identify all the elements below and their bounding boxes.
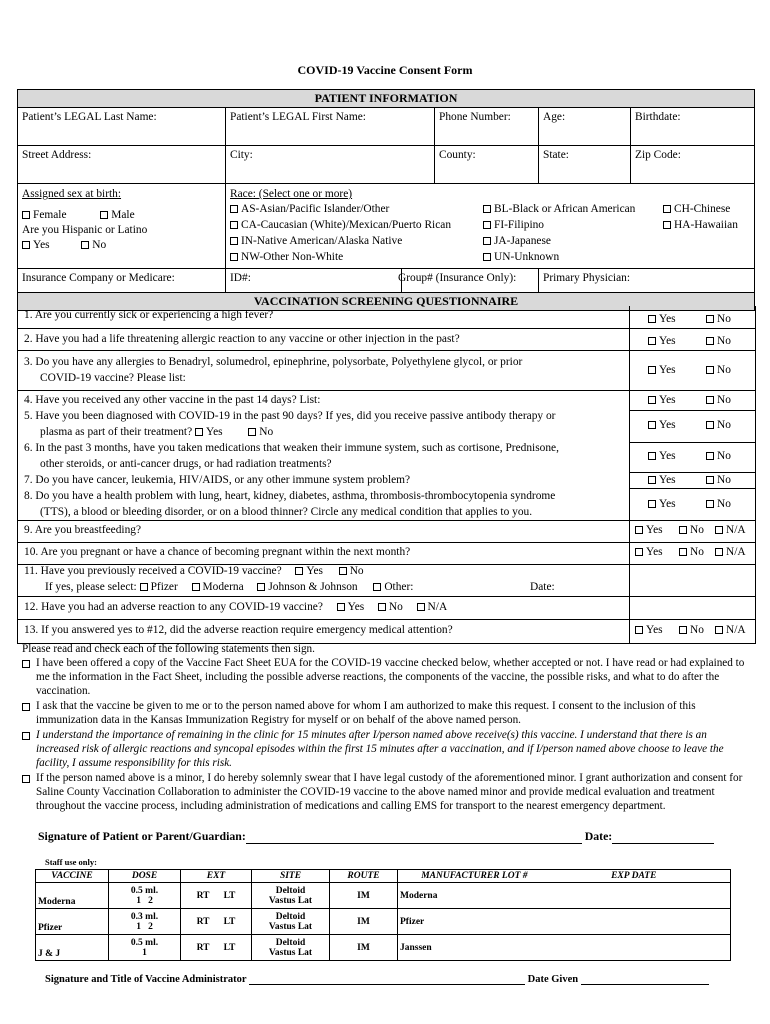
q4-yes-checkbox[interactable]	[648, 396, 656, 404]
q6-yes-label: Yes	[659, 450, 676, 462]
county-label: County:	[439, 149, 476, 161]
q11-jj-checkbox[interactable]	[257, 583, 265, 591]
q11-no-checkbox[interactable]	[339, 567, 347, 575]
question-10: 10. Are you pregnant or have a chance of becoming pregnant within the next month?	[24, 546, 411, 558]
q4-no-label: No	[717, 394, 731, 406]
q3-yes-checkbox[interactable]	[648, 366, 656, 374]
q1-no-checkbox[interactable]	[706, 315, 714, 323]
dose-jj-amount: 0.5 ml.	[130, 937, 159, 948]
race-ch-label: CH-Chinese	[674, 203, 731, 215]
q10-yes-label: Yes	[646, 546, 663, 558]
q12-yes-checkbox[interactable]	[337, 603, 345, 611]
site-jj-vastus: Vastus Lat	[268, 947, 313, 958]
q13-no-checkbox[interactable]	[679, 626, 687, 634]
male-label: Male	[111, 209, 135, 221]
insurance-label: Insurance Company or Medicare:	[22, 272, 175, 284]
q4-yes-label: Yes	[659, 394, 676, 406]
q8-yes-checkbox[interactable]	[648, 500, 656, 508]
insurance-field[interactable]	[18, 269, 226, 293]
staff-row-pfizer	[36, 909, 731, 935]
q11-yes-label: Yes	[306, 565, 323, 577]
site-pfizer[interactable]	[252, 909, 330, 935]
q10-na-label: N/A	[726, 546, 746, 558]
question-11-text: 11. Have you previously received a COVID-19 vaccine?	[24, 565, 282, 577]
statement-1-text: I have been offered a copy of the Vaccine Fact Sheet EUA for the COVID-19 vaccine checked below, whether accepted or not. I have read or had explained to me the information in the Fact Sheet, including the possible adverse reactions, the components of the vaccine, the possible risks, and what to do after the vaccination.	[36, 657, 745, 697]
q5-no-label: No	[717, 419, 731, 431]
statement-4-text: If the person named above is a minor, I do hereby solemnly swear that I have legal custody of the aforementioned minor. I grant authorization and consent for Saline County Vaccination Collaboration to administer the COVID-19 vaccine to the above named minor and provide medical evaluation and treatment throughout the vaccine process, including administration of medications and calling EMS for transport to the nearest emergency department.	[36, 772, 743, 812]
site-moderna-deltoid: Deltoid	[275, 885, 306, 896]
site-pfizer-deltoid: Deltoid	[275, 911, 306, 922]
question-3-cont: COVID-19 vaccine? Please list:	[40, 372, 186, 384]
header-dose: DOSE	[109, 870, 181, 883]
id-label: ID#:	[230, 272, 251, 284]
q7-no-label: No	[717, 474, 731, 486]
q11-moderna-checkbox[interactable]	[192, 583, 200, 591]
question-8-cont: (TTS), a blood or bleeding disorder, or on a blood thinner? Circle any medical condition that applies to you.	[40, 506, 533, 518]
q5-yes-checkbox[interactable]	[648, 421, 656, 429]
route-moderna: IM	[330, 883, 398, 909]
q3-yes-label: Yes	[659, 364, 676, 376]
q1-yes-checkbox[interactable]	[648, 315, 656, 323]
statement-2-text: I ask that the vaccine be given to me or to the person named above for whom I am authorized to make this request. I consent to the inclusion of this immunization data in the Kansas Immunization Registry for myself or on behalf of the above named person.	[36, 700, 696, 726]
dose-moderna-number: 1 2	[136, 895, 153, 906]
statement-1-checkbox[interactable]	[22, 660, 30, 668]
q4-no-checkbox[interactable]	[706, 396, 714, 404]
race-in-label: IN-Native American/Alaska Native	[241, 235, 403, 247]
q12-no-checkbox[interactable]	[378, 603, 386, 611]
question-1: 1. Are you currently sick or experiencing a high fever?	[24, 309, 274, 321]
race-bl-label: BL-Black or African American	[494, 203, 636, 215]
q5-plasma-no-checkbox[interactable]	[248, 428, 256, 436]
patient-signature-field[interactable]	[246, 843, 582, 844]
question-5-cont-text: plasma as part of their treatment?	[40, 426, 193, 438]
header-site: SITE	[252, 870, 330, 883]
q3-no-label: No	[717, 364, 731, 376]
q10-no-label: No	[690, 546, 704, 558]
q2-no-checkbox[interactable]	[706, 337, 714, 345]
group-label: Group# (Insurance Only):	[398, 272, 517, 284]
q5-plasma-yes-label: Yes	[206, 426, 223, 438]
race-nw-label: NW-Other Non-White	[241, 251, 344, 263]
q11-jj-label: Johnson & Johnson	[268, 581, 358, 593]
patient-info-header: PATIENT INFORMATION	[18, 90, 755, 108]
q1-no-label: No	[717, 313, 731, 325]
q13-na-checkbox[interactable]	[715, 626, 723, 634]
dose-moderna	[109, 883, 181, 909]
race-un-checkbox[interactable]	[483, 253, 491, 261]
question-11-select	[45, 581, 413, 593]
q7-no-checkbox[interactable]	[706, 476, 714, 484]
site-moderna-vastus: Vastus Lat	[268, 895, 313, 906]
site-pfizer-vastus: Vastus Lat	[268, 921, 313, 932]
manufacturer-pfizer: Pfizer	[398, 909, 538, 935]
q8-yes-label: Yes	[659, 498, 676, 510]
exp-pfizer[interactable]	[538, 909, 731, 935]
ext-pfizer[interactable]: RT LT	[181, 909, 252, 935]
q11-other-checkbox[interactable]	[373, 583, 381, 591]
first-name-label: Patient’s LEGAL First Name:	[230, 111, 366, 123]
q13-yes-checkbox[interactable]	[635, 626, 643, 634]
question-8: 8. Do you have a health problem with lung, heart, kidney, diabetes, asthma, thrombosis-thrombocytopenia syndrome	[24, 490, 556, 502]
admin-signature-label: Signature and Title of Vaccine Administrator	[45, 974, 247, 985]
q10-no-checkbox[interactable]	[679, 548, 687, 556]
q9-na-label: N/A	[726, 524, 746, 536]
q7-yes-checkbox[interactable]	[648, 476, 656, 484]
q9-no-checkbox[interactable]	[679, 526, 687, 534]
statement-3-checkbox[interactable]	[22, 732, 30, 740]
race-fi-checkbox[interactable]	[483, 221, 491, 229]
header-route: ROUTE	[330, 870, 398, 883]
race-ca-label: CA-Caucasian (White)/Mexican/Puerto Rican	[241, 219, 452, 231]
race-nw-checkbox[interactable]	[230, 253, 238, 261]
sex-label: Assigned sex at birth:	[22, 188, 122, 200]
statement-1	[22, 657, 752, 698]
q13-no-label: No	[690, 624, 704, 636]
phone-field[interactable]	[435, 108, 539, 146]
race-ja-checkbox[interactable]	[483, 237, 491, 245]
question-3: 3. Do you have any allergies to Benadryl, solumedrol, epinephrine, polysorbate, Polyethylene glycol, or prior	[24, 356, 523, 368]
vaccine-jj: J & J	[36, 935, 109, 961]
header-vaccine: VACCINE	[36, 870, 109, 883]
physician-label: Primary Physician:	[543, 272, 631, 284]
screening-section	[17, 306, 756, 644]
q11-other-label: Other:	[384, 581, 414, 593]
header-manufacturer-lot: MANUFACTURER LOT #	[398, 870, 538, 883]
route-pfizer: IM	[330, 909, 398, 935]
state-field[interactable]	[539, 146, 631, 184]
form-title: COVID-19 Vaccine Consent Form	[297, 63, 473, 77]
staff-row-moderna	[36, 883, 731, 909]
hispanic-label: Are you Hispanic or Latino	[22, 224, 148, 236]
question-2: 2. Have you had a life threatening allergic reaction to any vaccine or other injection in the past?	[24, 333, 460, 345]
q6-no-label: No	[717, 450, 731, 462]
question-13: 13. If you answered yes to #12, did the adverse reaction require emergency medical attention?	[24, 624, 453, 636]
race-ha-checkbox[interactable]	[663, 221, 671, 229]
q2-yes-checkbox[interactable]	[648, 337, 656, 345]
date-given-field[interactable]	[581, 984, 709, 985]
question-7: 7. Do you have cancer, leukemia, HIV/AIDS, or any other immune system problem?	[24, 474, 411, 486]
female-label: Female	[33, 209, 67, 221]
county-field[interactable]	[435, 146, 539, 184]
city-field[interactable]	[226, 146, 435, 184]
q9-yes-label: Yes	[646, 524, 663, 536]
vaccine-moderna: Moderna	[36, 883, 109, 909]
staff-table	[35, 869, 731, 961]
q9-na-checkbox[interactable]	[715, 526, 723, 534]
q11-pfizer-label: Pfizer	[150, 581, 178, 593]
dose-pfizer-amount: 0.3 ml.	[130, 911, 159, 922]
question-5-cont	[40, 426, 273, 438]
q5-no-checkbox[interactable]	[706, 421, 714, 429]
race-ch-checkbox[interactable]	[663, 205, 671, 213]
q5-yes-label: Yes	[659, 419, 676, 431]
route-jj: IM	[330, 935, 398, 961]
manufacturer-moderna: Moderna	[398, 883, 538, 909]
statement-4	[22, 772, 752, 813]
question-11	[24, 565, 364, 577]
q8-no-checkbox[interactable]	[706, 500, 714, 508]
statements-intro: Please read and check each of the following statements then sign.	[22, 643, 315, 655]
question-5: 5. Have you been diagnosed with COVID-19 in the past 90 days? If yes, did you receive passive antibody therapy or	[24, 410, 556, 422]
q9-yes-checkbox[interactable]	[635, 526, 643, 534]
race-fi-label: FI-Filipino	[494, 219, 545, 231]
q11-no-label: No	[349, 565, 364, 577]
race-label: Race: (Select one or more)	[230, 188, 353, 200]
state-label: State:	[543, 149, 569, 161]
male-checkbox[interactable]	[100, 211, 108, 219]
q12-yes-label: Yes	[347, 601, 365, 613]
question-6: 6. In the past 3 months, have you taken medications that weaken their immune system, such as cortisone, Prednisone,	[24, 442, 559, 454]
dose-moderna-amount: 0.5 ml.	[130, 885, 159, 896]
ext-jj[interactable]: RT LT	[181, 935, 252, 961]
ext-moderna[interactable]: RT LT	[181, 883, 252, 909]
q11-moderna-label: Moderna	[202, 581, 244, 593]
dose-jj-number: 1	[142, 947, 147, 958]
q9-no-label: No	[690, 524, 704, 536]
q11-select-label: If yes, please select:	[45, 581, 137, 593]
question-9: 9. Are you breastfeeding?	[24, 524, 142, 536]
q7-yes-label: Yes	[659, 474, 676, 486]
exp-moderna[interactable]	[538, 883, 731, 909]
q3-no-checkbox[interactable]	[706, 366, 714, 374]
q5-plasma-yes-checkbox[interactable]	[195, 428, 203, 436]
hispanic-no-label: No	[92, 239, 107, 251]
physician-field[interactable]	[539, 269, 755, 293]
question-6-cont: other steroids, or anti-cancer drugs, or had radiation treatments?	[40, 458, 332, 470]
patient-form-table	[17, 89, 755, 311]
street-field[interactable]	[18, 146, 226, 184]
statement-4-checkbox[interactable]	[22, 775, 30, 783]
q12-no-label: No	[388, 601, 403, 613]
id-field[interactable]	[226, 269, 402, 293]
q10-na-checkbox[interactable]	[715, 548, 723, 556]
q8-no-label: No	[717, 498, 731, 510]
q13-na-label: N/A	[726, 624, 746, 636]
zip-field[interactable]	[631, 146, 755, 184]
question-12	[24, 601, 447, 613]
q6-no-checkbox[interactable]	[706, 452, 714, 460]
age-label: Age:	[543, 111, 566, 123]
q10-yes-checkbox[interactable]	[635, 548, 643, 556]
staff-use-label: Staff use only:	[45, 857, 97, 867]
screening-header: VACCINATION SCREENING QUESTIONNAIRE	[18, 293, 755, 311]
question-4: 4. Have you received any other vaccine in the past 14 days? List:	[24, 394, 321, 406]
last-name-label: Patient’s LEGAL Last Name:	[22, 111, 157, 123]
site-jj-deltoid: Deltoid	[275, 937, 306, 948]
race-ca-checkbox[interactable]	[230, 221, 238, 229]
statement-2	[22, 700, 752, 728]
q13-yes-label: Yes	[646, 624, 663, 636]
patient-signature-line	[38, 829, 714, 844]
zip-label: Zip Code:	[635, 149, 681, 161]
female-checkbox[interactable]	[22, 211, 30, 219]
first-name-field[interactable]	[226, 108, 435, 146]
hispanic-yes-label: Yes	[33, 239, 50, 251]
birthdate-label: Birthdate:	[635, 111, 681, 123]
last-name-field[interactable]	[18, 108, 226, 146]
admin-signature-line	[45, 974, 709, 985]
q11-date-label: Date:	[530, 581, 555, 593]
q5-plasma-no-label: No	[259, 426, 274, 438]
city-label: City:	[230, 149, 253, 161]
race-bl-checkbox[interactable]	[483, 205, 491, 213]
dose-jj	[109, 935, 181, 961]
race-as-checkbox[interactable]	[230, 205, 238, 213]
dose-pfizer	[109, 909, 181, 935]
race-as-label: AS-Asian/Pacific Islander/Other	[241, 203, 390, 215]
street-label: Street Address:	[22, 149, 92, 161]
q2-yes-label: Yes	[659, 335, 676, 347]
q1-yes-label: Yes	[659, 313, 676, 325]
q12-na-checkbox[interactable]	[417, 603, 425, 611]
manufacturer-jj: Janssen	[398, 935, 538, 961]
staff-row-jj	[36, 935, 731, 961]
q11-yes-checkbox[interactable]	[295, 567, 303, 575]
age-field[interactable]	[539, 108, 631, 146]
statement-3-text: I understand the importance of remaining in the clinic for 15 minutes after I/person named above receive(s) this vaccine. I understand that there is an increased risk of allergic reactions and syncopal episodes within the first 15 minutes after a vaccination, and if I/person named above choose to leave the facility, I assume responsibility for this risk.	[36, 729, 724, 769]
race-in-checkbox[interactable]	[230, 237, 238, 245]
q2-no-label: No	[717, 335, 731, 347]
dose-pfizer-number: 1 2	[136, 921, 153, 932]
race-un-label: UN-Unknown	[494, 251, 560, 263]
race-ha-label: HA-Hawaiian	[674, 219, 738, 231]
header-ext: EXT	[181, 870, 252, 883]
exp-jj[interactable]	[538, 935, 731, 961]
hispanic-no-checkbox[interactable]	[81, 241, 89, 249]
q11-pfizer-checkbox[interactable]	[140, 583, 148, 591]
q12-na-label: N/A	[427, 601, 448, 613]
vaccine-pfizer: Pfizer	[36, 909, 109, 935]
site-jj[interactable]	[252, 935, 330, 961]
signature-date-label: Date:	[584, 829, 613, 843]
site-moderna[interactable]	[252, 883, 330, 909]
admin-signature-field[interactable]	[249, 984, 525, 985]
statement-3	[22, 729, 752, 770]
signature-date-field[interactable]	[612, 843, 714, 844]
phone-label: Phone Number:	[439, 111, 511, 123]
date-given-label: Date Given	[527, 974, 579, 985]
question-12-text: 12. Have you had an adverse reaction to any COVID-19 vaccine?	[24, 601, 323, 613]
hispanic-yes-checkbox[interactable]	[22, 241, 30, 249]
q6-yes-checkbox[interactable]	[648, 452, 656, 460]
header-exp-date: EXP DATE	[538, 870, 731, 883]
birthdate-field[interactable]	[631, 108, 755, 146]
race-ja-label: JA-Japanese	[494, 235, 551, 247]
group-field[interactable]	[398, 269, 539, 293]
patient-signature-label: Signature of Patient or Parent/Guardian:	[38, 829, 246, 843]
statement-2-checkbox[interactable]	[22, 703, 30, 711]
